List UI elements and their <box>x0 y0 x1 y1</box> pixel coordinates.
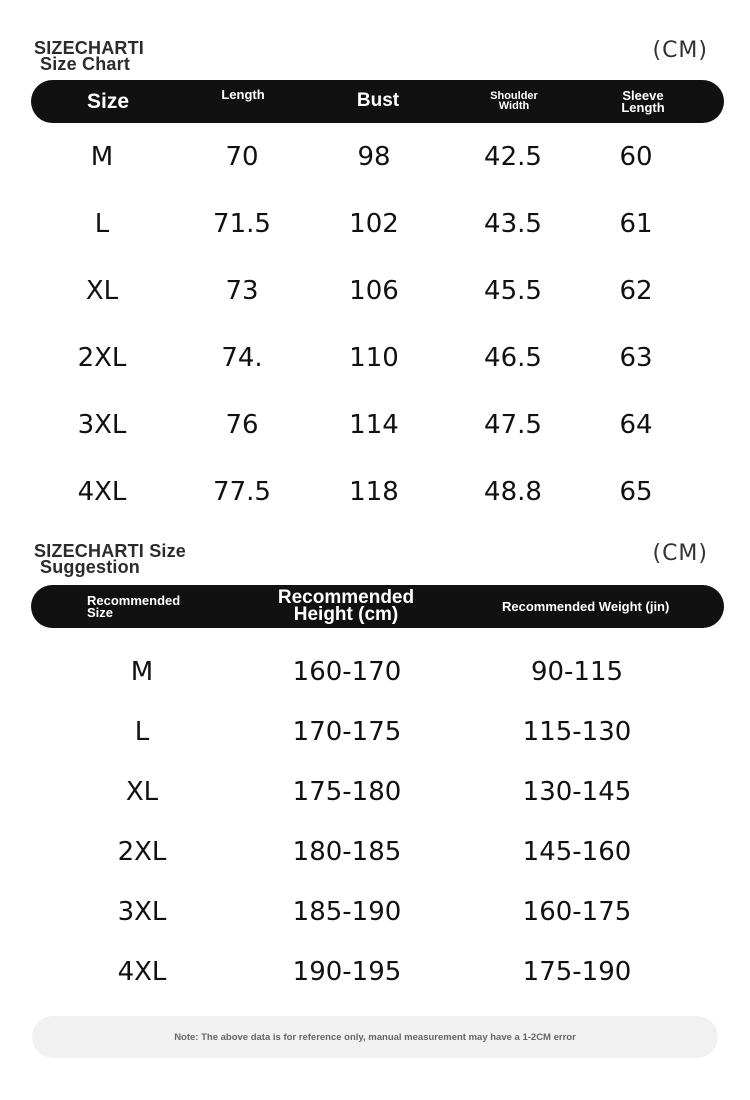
size-chart-cell-sleeve-length: 63 <box>619 343 653 373</box>
size-suggestion-cell-weight: 115-130 <box>522 717 632 747</box>
size-suggestion-title-line1: SIZECHARTI Size <box>34 541 187 561</box>
header-bust: Bust <box>356 90 400 112</box>
size-chart-cell-sleeve-length: 60 <box>619 142 653 172</box>
size-suggestion-cell-size: XL <box>125 777 159 807</box>
size-chart-cell-size: 3XL <box>77 410 127 440</box>
size-chart-cell-size: XL <box>85 276 119 306</box>
size-suggestion-cell-height: 160-170 <box>292 657 402 687</box>
size-chart-cell-bust: 98 <box>357 142 391 172</box>
size-suggestion-row <box>0 832 750 872</box>
size-chart-row <box>0 271 750 311</box>
size-chart-row <box>0 472 750 512</box>
size-chart-cell-length: 77.5 <box>213 477 271 507</box>
size-suggestion-cell-weight: 175-190 <box>522 957 632 987</box>
size-chart-title-line1: SIZECHARTI <box>34 38 144 58</box>
size-chart-cell-bust: 114 <box>349 410 399 440</box>
size-suggestion-title-line2: Suggestion <box>40 557 140 577</box>
size-suggestion-unit-label: (CM) <box>652 541 708 566</box>
size-suggestion-row <box>0 892 750 932</box>
header-recommended-size: Recommended Size <box>87 593 181 620</box>
reference-note-text: Note: The above data is for reference only, manual measurement may have a 1-2CM error <box>174 1031 576 1043</box>
reference-note <box>32 1016 718 1058</box>
size-chart-cell-size: 2XL <box>77 343 127 373</box>
size-suggestion-title <box>34 543 186 575</box>
size-suggestion-cell-height: 175-180 <box>292 777 402 807</box>
size-chart-cell-sleeve-length: 64 <box>619 410 653 440</box>
size-suggestion-row <box>0 772 750 812</box>
size-chart-cell-size: 4XL <box>77 477 127 507</box>
header-shoulder-width: Shoulder Width <box>490 90 538 112</box>
size-chart-header-bar <box>31 80 724 123</box>
size-chart-cell-bust: 118 <box>349 477 399 507</box>
header-recommended-weight: Recommended Weight (jin) <box>502 598 670 614</box>
header-sleeve-length: Sleeve Length <box>621 88 665 115</box>
size-chart-cell-shoulder-width: 45.5 <box>484 276 542 306</box>
size-chart-row <box>0 137 750 177</box>
size-chart-cell-sleeve-length: 65 <box>619 477 653 507</box>
size-chart-cell-bust: 102 <box>349 209 399 239</box>
size-chart-cell-shoulder-width: 47.5 <box>484 410 542 440</box>
size-suggestion-cell-height: 170-175 <box>292 717 402 747</box>
size-chart-cell-shoulder-width: 43.5 <box>484 209 542 239</box>
size-chart-cell-shoulder-width: 46.5 <box>484 343 542 373</box>
size-suggestion-cell-weight: 90-115 <box>530 657 624 687</box>
header-length: Length <box>221 87 265 102</box>
size-chart-title-line2: Size Chart <box>40 54 131 74</box>
size-chart-cell-sleeve-length: 62 <box>619 276 653 306</box>
size-suggestion-cell-size: L <box>134 717 150 747</box>
size-suggestion-cell-size: M <box>130 657 154 687</box>
size-suggestion-cell-weight: 130-145 <box>522 777 632 807</box>
size-chart-cell-size: M <box>90 142 114 172</box>
size-suggestion-cell-height: 185-190 <box>292 897 402 927</box>
size-chart-cell-bust: 106 <box>349 276 399 306</box>
size-chart-cell-length: 71.5 <box>213 209 271 239</box>
size-suggestion-cell-height: 190-195 <box>292 957 402 987</box>
size-suggestion-cell-height: 180-185 <box>292 837 402 867</box>
size-chart-cell-sleeve-length: 61 <box>619 209 653 239</box>
size-suggestion-row <box>0 652 750 692</box>
size-chart-cell-length: 76 <box>225 410 259 440</box>
size-chart-row <box>0 405 750 445</box>
size-chart-cell-size: L <box>94 209 110 239</box>
size-chart-cell-length: 70 <box>225 142 259 172</box>
size-chart-cell-bust: 110 <box>349 343 399 373</box>
size-chart-cell-shoulder-width: 42.5 <box>484 142 542 172</box>
header-recommended-height: Recommended Height (cm) <box>277 587 415 625</box>
size-chart-title <box>34 40 144 72</box>
size-suggestion-cell-weight: 145-160 <box>522 837 632 867</box>
size-suggestion-cell-weight: 160-175 <box>522 897 632 927</box>
size-chart-row <box>0 338 750 378</box>
size-chart-cell-length: 73 <box>225 276 259 306</box>
size-chart-cell-shoulder-width: 48.8 <box>484 477 542 507</box>
size-suggestion-row <box>0 712 750 752</box>
size-chart-cell-length: 74. <box>221 343 263 373</box>
size-suggestion-cell-size: 4XL <box>117 957 167 987</box>
size-chart-unit-label: (CM) <box>652 38 708 63</box>
size-suggestion-cell-size: 2XL <box>117 837 167 867</box>
size-suggestion-header-bar <box>31 585 724 628</box>
size-suggestion-row <box>0 952 750 992</box>
size-chart-row <box>0 204 750 244</box>
size-suggestion-cell-size: 3XL <box>117 897 167 927</box>
header-size: Size <box>86 89 130 113</box>
